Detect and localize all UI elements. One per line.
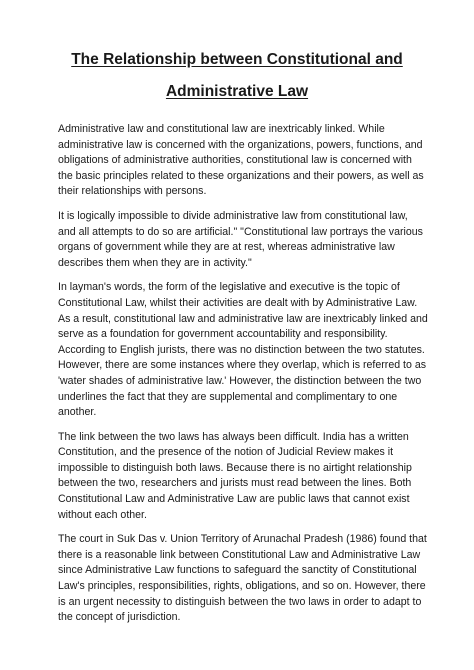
text-line: is an urgent necessity to distinguish between the two laws in order to adapt to (58, 595, 422, 608)
paragraph-4 (58, 430, 424, 524)
page-title (0, 52, 474, 99)
text-line: administrative law is concerned with the organizations, powers, functions, and (58, 138, 423, 151)
text-line: 'water shades of administrative law.' However, the distinction between the two (58, 374, 422, 387)
paragraph-2 (58, 209, 424, 271)
text-line: describes them when they are in activity." (58, 256, 252, 269)
text-line: As a result, constitutional law and administrative law are inextricably linked and (58, 312, 428, 325)
text-line: another. (58, 406, 97, 419)
text-line: and all attempts to do so are artificial." "Constitutional law portrays the various (58, 225, 423, 238)
text-line: impossible to distinguish both laws. Because there is no airtight relationship (58, 461, 412, 474)
text-line: underlines the fact that they are supplemental and complimentary to one (58, 390, 398, 403)
text-line: between the two, researchers and jurists must read between the lines. Both (58, 477, 412, 490)
text-line: According to English jurists, there was no distinction between the two statutes. (58, 343, 425, 356)
text-line: serve as a foundation for government accountability and responsibility. (58, 328, 388, 341)
text-line: without each other. (58, 508, 147, 521)
text-line: the basic principles related to these organizations and their powers, as well as (58, 169, 424, 182)
paragraph-1 (58, 122, 424, 200)
text-line: It is logically impossible to divide administrative law from constitutional law, (58, 209, 408, 222)
text-line: However, there are some instances where they overlap, which is referred to as (58, 359, 427, 372)
text-line: Law's principles, responsibilities, rights, obligations, and so on. However, there (58, 580, 426, 593)
text-line: since Administrative Law functions to safeguard the sanctity of Constitutional (58, 564, 417, 577)
text-line: In layman's words, the form of the legislative and executive is the topic of (58, 281, 400, 294)
text-line: obligations of administrative authorities, constitutional law is concerned with (58, 154, 412, 167)
title-line-1: The Relationship between Constitutional and (71, 51, 403, 68)
text-line: The link between the two laws has always been difficult. India has a written (58, 430, 409, 443)
text-line: Constitutional Law and Administrative Law are public laws that cannot exist (58, 493, 410, 506)
text-line: the concept of jurisdiction. (58, 611, 181, 624)
text-line: Constitution, and the presence of the notion of Judicial Review makes it (58, 446, 394, 459)
text-line: Administrative law and constitutional law are inextricably linked. While (58, 123, 385, 135)
text-line: their relationships with persons. (58, 185, 207, 198)
paragraph-5 (58, 532, 427, 626)
document-body (58, 122, 428, 635)
text-line: Constitutional Law, whilst their activities are dealt with by Administrative Law. (58, 296, 418, 309)
text-line: there is a reasonable link between Constitutional Law and Administrative Law (58, 548, 421, 561)
title-line-2: Administrative Law (165, 83, 309, 100)
paragraph-3 (58, 280, 428, 420)
text-line: organs of government while they are at rest, whereas administrative law (58, 241, 395, 254)
text-line: The court in Suk Das v. Union Territory of Arunachal Pradesh (1986) found that (58, 533, 427, 546)
